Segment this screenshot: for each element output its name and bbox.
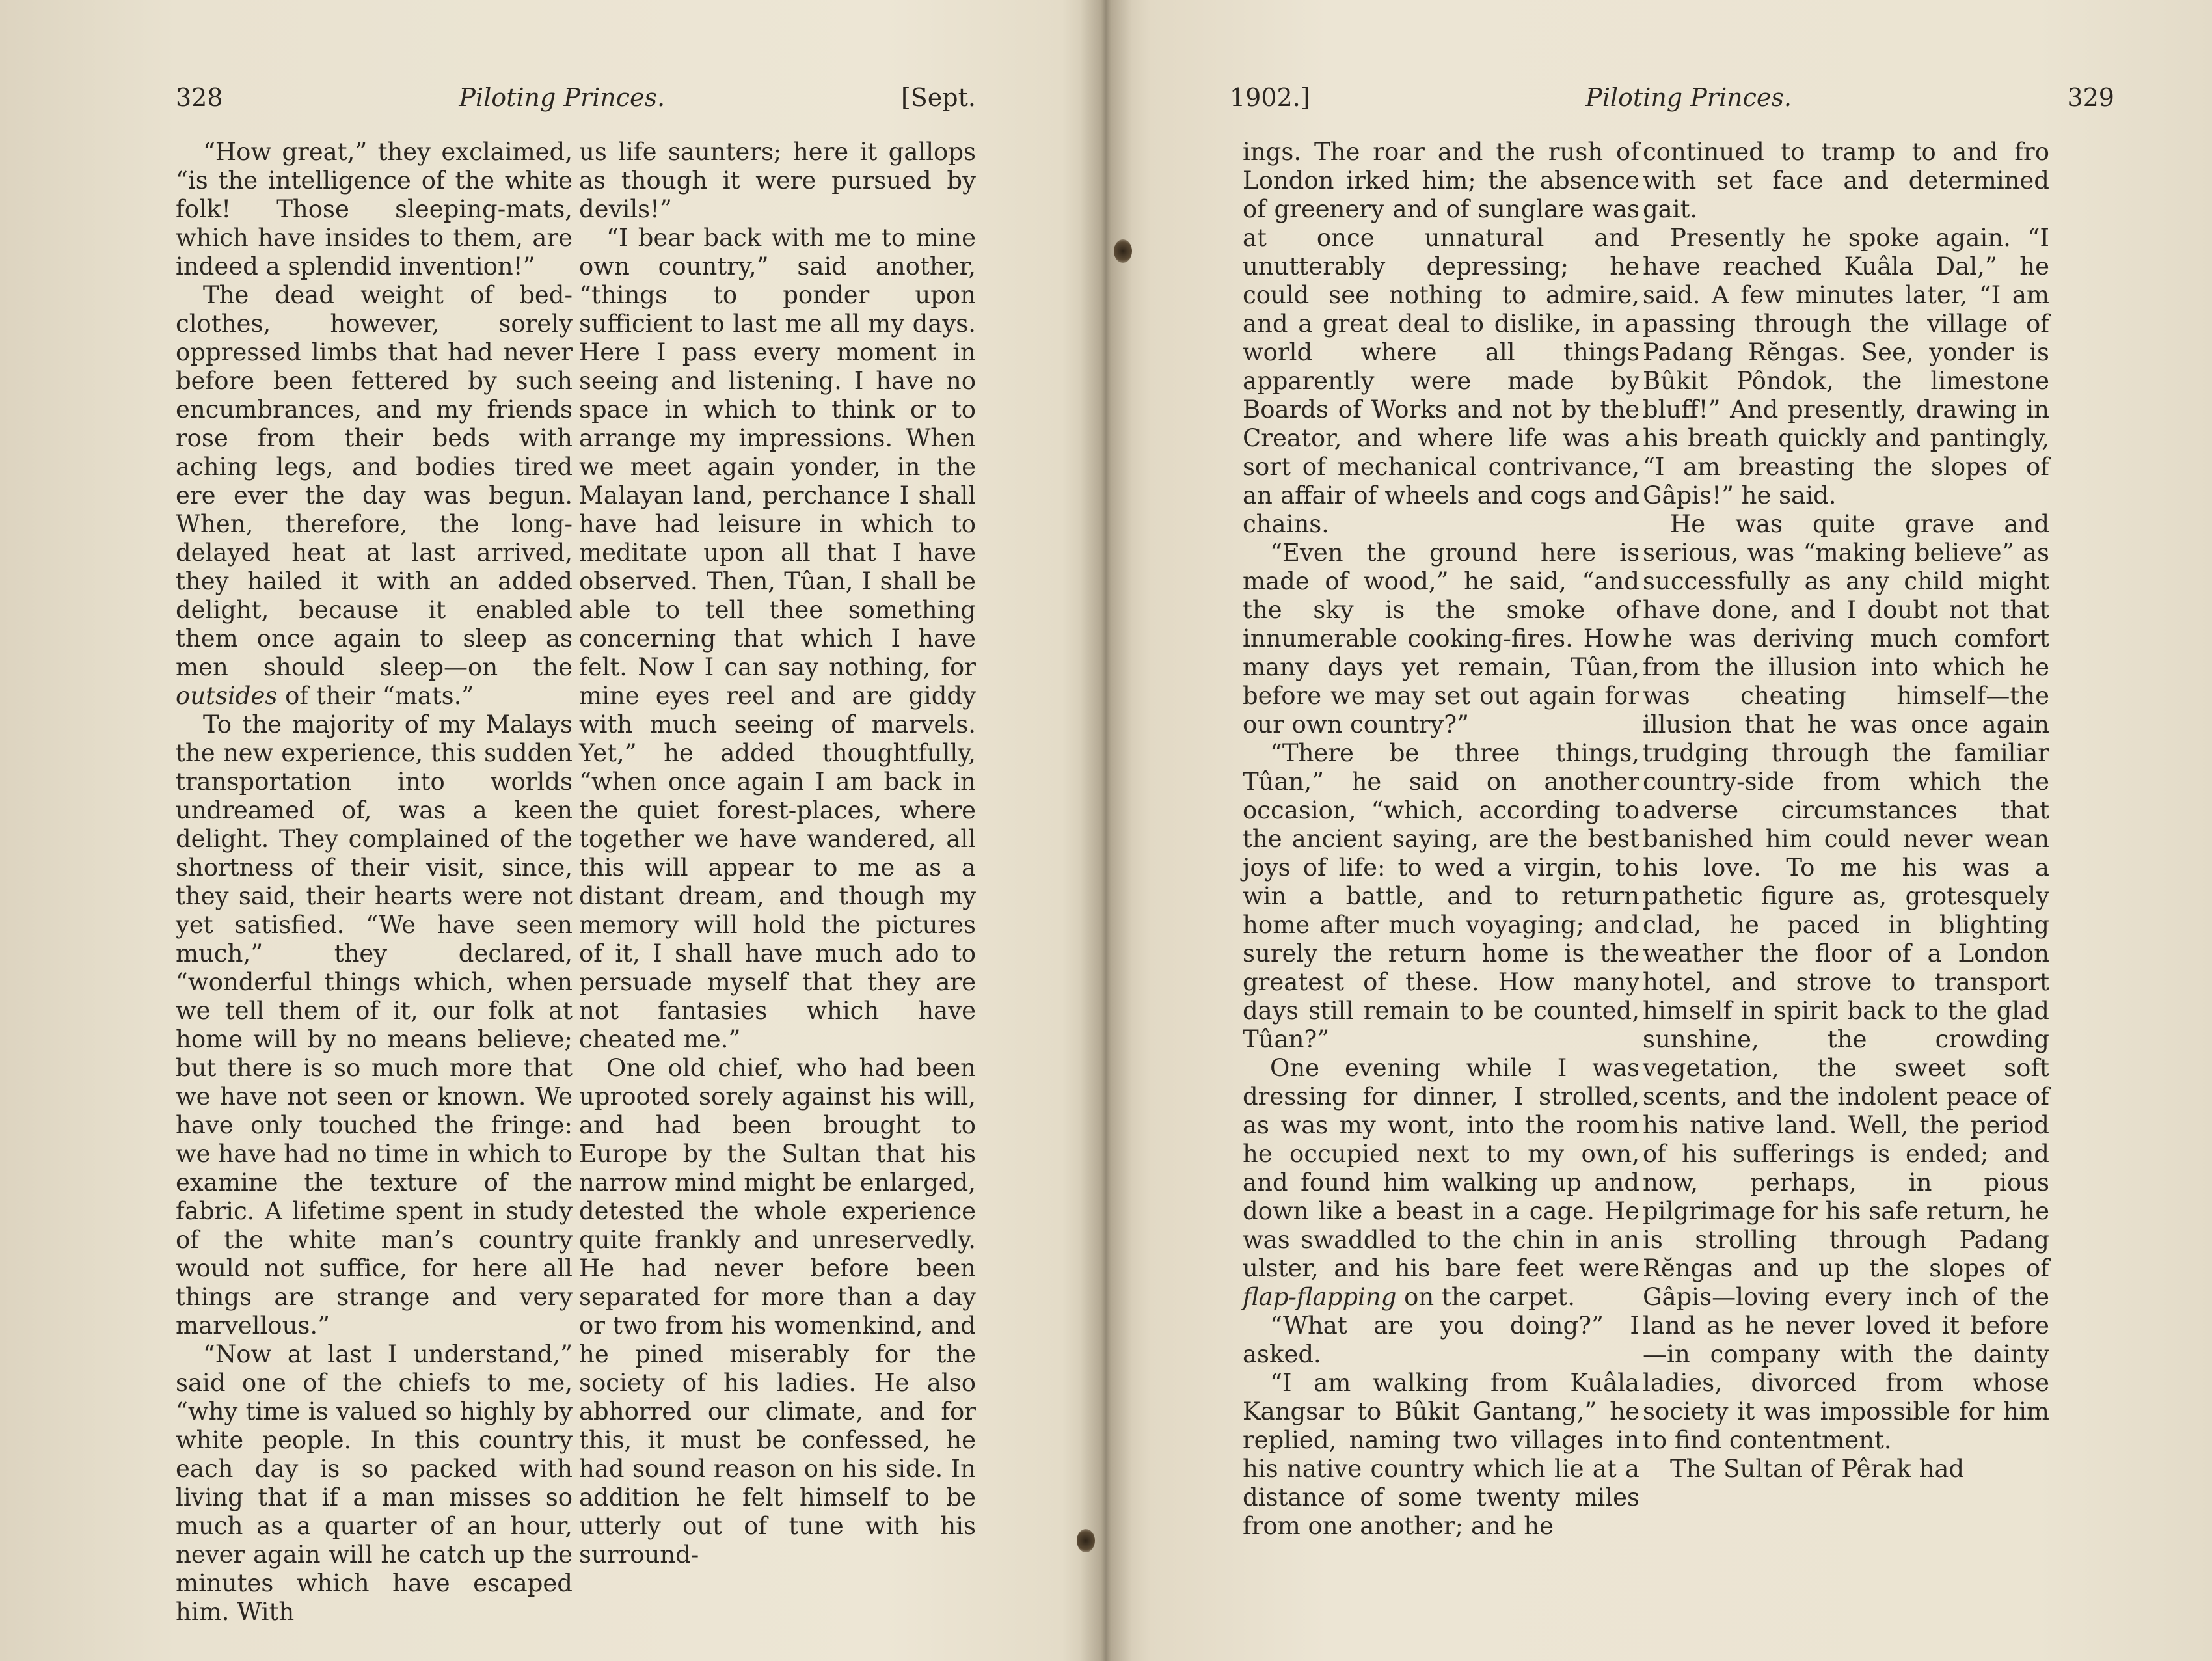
italic-text: outsides [176,682,278,710]
left-column-a [176,138,573,1627]
paragraph [176,138,573,281]
text-run: us life saunters; here it gallops as though it were pursued by devils!” [579,138,976,223]
binding-hole-icon [1114,239,1132,263]
paragraph [1243,739,1639,1054]
text-run: Presently he spoke again. “I have reached Kuâla Dal,” he said. A few minutes later, “I am passing through the village of Padang Rĕngas. See, yonder is Bûkit Pôndok, the limestone bluff!” And presently, drawing in his breath quickly and pantingly, “I am breasting the slopes of Gâpis!” he said. [1643,224,2049,509]
running-title-right: Piloting Princes. [1585,83,1792,112]
section-mark-right: 1902.] [1230,83,1310,112]
left-running-head [176,83,976,122]
paragraph [579,224,976,1054]
page-number-left: 328 [176,83,223,112]
text-run: of their “mats.” [277,682,474,710]
paragraph [176,1340,573,1627]
text-run: He was quite grave and serious, was “making believe” as successfully as any child might have done, and I doubt not that he was deriving much comfort from the illusion into which he was cheating himself—the illusion that he was once again trudging through the familiar country-side from which the adverse circumstances that banished him could never wean his love. To me his was a pathetic figure as, grotesquely clad, he paced in blighting weather the floor of a London hotel, and strove to transport himself in spirit back to the glad sunshine, the crowding vegetation, the sweet soft scents, and the indolent peace of his native land. Well, the period of his sufferings is ended; and now, perhaps, in pious pilgrimage for his safe return, he is strolling through Padang Rĕngas and up the slopes of Gâpis—loving every inch of the land as he never loved it before—in company with the dainty ladies, divorced from whose society it was impossible for him to find contentment. [1643,510,2049,1454]
paragraph [1243,1369,1639,1541]
text-run: “What are you doing?” I asked. [1243,1312,1639,1368]
paragraph [1643,224,2049,510]
section-mark-left: [Sept. [900,83,976,112]
paragraph [1643,1455,2049,1483]
left-column-b [579,138,976,1569]
right-page [1119,0,2212,1661]
text-run: “Now at last I understand,” said one of the chiefs to me, “why time is valued so highly by white people. In this country each day is so packed with living that if a man misses so much as a quarter of an hour, never again will he catch up the minutes which have escaped him. With [176,1340,573,1626]
paragraph [176,710,573,1340]
text-run: ings. The roar and the rush of London irked him; the absence of greenery and of sunglare was at once unnatural and unutterably depressing; he could see nothing to admire, and a great deal to dislike, in a world where all things apparently were made by Boards of Works and not by the Creator, and where life was a sort of mechanical contrivance, an affair of wheels and cogs and chains. [1243,138,1639,538]
text-run: To the majority of my Malays the new experience, this sudden transportation into worlds undreamed of, was a keen delight. They complained of the shortness of their visit, since, they said, their hearts were not yet satisfied. “We have seen much,” they declared, “wonderful things which, when we tell them of it, our folk at home will by no means believe; but there is so much more that we have not seen or known. We have only touched the fringe: we have had no time in which to examine the texture of the fabric. A lifetime spent in study of the white man’s country would not suffice, for here all things are strange and very marvellous.” [176,710,573,1340]
text-run: The Sultan of Pêrak had [1670,1455,1965,1483]
right-column-a [1243,138,1639,1541]
paragraph [1243,1054,1639,1312]
text-run: The dead weight of bed-clothes, however, sorely oppressed limbs that had never before been fettered by such encumbrances, and my friends rose from their beds with aching legs, and bodies tired ere ever the day was begun. When, therefore, the long-delayed heat at last arrived, they hailed it with an added delight, because it enabled them once again to sleep as men should sleep—on the [176,281,573,681]
text-run: continued to tramp to and fro with set face and determined gait. [1643,138,2049,223]
text-run: “Even the ground here is made of wood,” he said, “and the sky is the smoke of innumerable cooking-fires. How many days yet remain, Tûan, before we may set out again for our own country?” [1243,539,1639,738]
running-title-left: Piloting Princes. [459,83,666,112]
text-run: “I am walking from Kuâla Kangsar to Bûkit Gantang,” he replied, naming two villages in his native country which lie at a distance of some twenty miles from one another; and he [1243,1369,1639,1540]
right-column-b [1643,138,2049,1483]
paragraph [1643,510,2049,1455]
right-running-head [1230,83,2114,122]
paragraph [1243,138,1639,539]
text-run: One evening while I was dressing for dinner, I strolled, as was my wont, into the room he occupied next to my own, and found him walking up and down like a beast in a cage. He was swaddled to the chin in an ulster, and his bare feet were [1243,1054,1639,1282]
paragraph [579,138,976,224]
text-run: “I bear back with me to mine own country,” said another, “things to ponder upon sufficient to last me all my days. Here I pass every moment in seeing and listening. I have no space in which to think or to arrange my impressions. When we meet again yonder, in the Malayan land, perchance I shall have had leisure in which to meditate upon all that I have observed. Then, Tûan, I shall be able to tell thee something concerning that which I have felt. Now I can say nothing, for mine eyes reel and are giddy with much seeing of marvels. Yet,” he added thoughtfully, “when once again I am back in the quiet forest-places, where together we have wandered, all this will appear to me as a distant dream, and though my memory will hold the pictures of it, I shall have much ado to persuade myself that they are not fantasies which have cheated me.” [579,224,976,1053]
italic-text: flap-flapping [1243,1283,1397,1311]
paragraph [579,1054,976,1569]
paragraph [1243,1312,1639,1369]
paragraph [1243,539,1639,739]
paragraph [176,281,573,710]
left-page [0,0,1093,1661]
text-run: on the carpet. [1396,1283,1576,1311]
paragraph [1643,138,2049,224]
page-number-right: 329 [2067,83,2114,112]
text-run: One old chief, who had been uprooted sorely against his will, and had been brought to Europe by the Sultan that his narrow mind might be enlarged, detested the whole experience quite frankly and unreservedly. He had never before been separated for more than a day or two from his womenkind, and he pined miserably for the society of his ladies. He also abhorred our climate, and for this, it must be confessed, he had sound reason on his side. In addition he felt himself to be utterly out of tune with his surround- [579,1054,976,1569]
binding-hole-icon [1077,1529,1095,1552]
text-run: “How great,” they exclaimed, “is the intelligence of the white folk! Those sleeping-mats, which have insides to them, are indeed a splendid invention!” [176,138,573,280]
text-run: “There be three things, Tûan,” he said on another occasion, “which, according to the ancient saying, are the best joys of life: to wed a virgin, to win a battle, and to return home after much voyaging; and surely the return home is the greatest of these. How many days still remain to be counted, Tûan?” [1243,739,1639,1053]
